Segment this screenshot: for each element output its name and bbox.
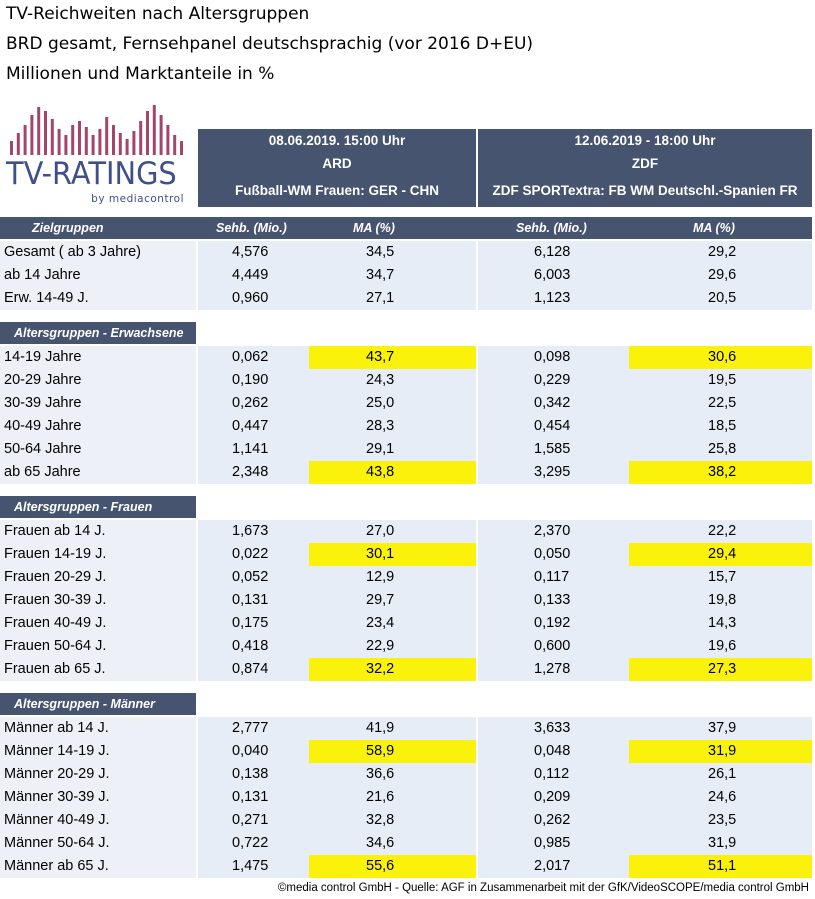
sehb-zdf-value: 0,112: [534, 766, 570, 782]
table-row: [0, 461, 815, 484]
logo-bar: [126, 139, 129, 155]
row-label: Männer 40-49 J.: [4, 812, 110, 828]
ma-ard-value: 29,1: [366, 441, 395, 457]
ma-zdf-value: 22,2: [708, 523, 737, 539]
sehb-ard-value: 0,138: [232, 766, 269, 782]
sehb-ard-value: 0,040: [232, 743, 269, 759]
table-row: [0, 740, 815, 763]
col-head-ma-ard: MA (%): [353, 221, 395, 235]
sehb-zdf-value: 0,133: [534, 592, 571, 608]
table-row: [0, 264, 815, 287]
ma-zdf-value: 29,6: [708, 267, 737, 283]
sehb-zdf-value: 0,985: [534, 835, 571, 851]
ma-zdf-value: 25,8: [708, 441, 737, 457]
ma-ard-value: 25,0: [366, 395, 395, 411]
title-line-3: Millionen und Marktanteile in %: [6, 64, 275, 84]
ma-ard-value: 30,1: [366, 546, 395, 562]
row-label: Frauen 40-49 J.: [4, 615, 107, 631]
logo-bar: [10, 141, 13, 155]
footer-source: ©media control GmbH - Quelle: AGF in Zusammenarbeit mit der GfK/VideoSCOPE/media control GmbH: [277, 882, 809, 894]
table-row: [0, 520, 815, 543]
ma-ard-value: 43,7: [366, 349, 395, 365]
table-row: [0, 369, 815, 392]
ma-ard-value: 21,6: [366, 789, 395, 805]
logo-bar: [119, 133, 122, 155]
sehb-zdf-value: 0,342: [534, 395, 571, 411]
section-header: [0, 693, 196, 715]
logo-bar: [132, 131, 135, 155]
table-row: [0, 543, 815, 566]
column-header-ard: [198, 129, 476, 207]
logo-bar: [24, 125, 27, 155]
sehb-zdf-value: 6,128: [534, 244, 571, 260]
logo-bar: [30, 115, 33, 155]
row-label: ab 65 Jahre: [4, 464, 81, 480]
sehb-ard-value: 0,722: [232, 835, 269, 851]
logo-bar: [105, 117, 108, 155]
sehb-ard-value: 0,131: [232, 789, 269, 805]
ma-zdf-value: 19,5: [708, 372, 737, 388]
sehb-zdf-value: 0,600: [534, 638, 571, 654]
section-header: [0, 496, 196, 518]
sehb-zdf-value: 0,262: [534, 812, 571, 828]
table-row: [0, 589, 815, 612]
row-label: 14-19 Jahre: [4, 349, 82, 365]
table-row: [0, 566, 815, 589]
ma-zdf-value: 37,9: [708, 720, 737, 736]
ma-zdf-value: 30,6: [708, 349, 737, 365]
logo-bar: [139, 121, 142, 155]
ma-zdf-value: 22,5: [708, 395, 737, 411]
ma-zdf-value: 29,2: [708, 244, 737, 260]
row-label: Erw. 14-49 J.: [4, 290, 89, 306]
ma-ard-value: 12,9: [366, 569, 395, 585]
sehb-zdf-value: 1,278: [534, 661, 571, 677]
sehb-ard-value: 2,348: [232, 464, 269, 480]
row-label: Männer 14-19 J.: [4, 743, 110, 759]
sehb-zdf-value: 0,192: [534, 615, 571, 631]
row-label: ab 14 Jahre: [4, 267, 81, 283]
section-title: Altersgruppen - Männer: [14, 697, 155, 711]
sehb-ard-value: 2,777: [232, 720, 269, 736]
sehb-zdf-value: 3,295: [534, 464, 571, 480]
col-head-group: Zielgruppen: [32, 221, 104, 235]
row-label: Frauen 14-19 J.: [4, 546, 107, 562]
row-label: Frauen ab 14 J.: [4, 523, 106, 539]
section-title: Altersgruppen - Erwachsene: [14, 326, 184, 340]
ma-zdf-value: 29,4: [708, 546, 737, 562]
sehb-zdf-value: 6,003: [534, 267, 571, 283]
logo-bar: [51, 119, 54, 155]
row-label: 50-64 Jahre: [4, 441, 82, 457]
sehb-ard-value: 0,447: [232, 418, 269, 434]
table-row: [0, 832, 815, 855]
ma-zdf-value: 18,5: [708, 418, 737, 434]
ma-zdf-value: 19,6: [708, 638, 737, 654]
sehb-ard-value: 0,062: [232, 349, 269, 365]
ma-zdf-value: 27,3: [708, 661, 737, 677]
sehb-zdf-value: 0,209: [534, 789, 571, 805]
column-date: 12.06.2019 - 18:00 Uhr: [574, 133, 716, 148]
sehb-zdf-value: 1,585: [534, 441, 571, 457]
sehb-ard-value: 0,262: [232, 395, 269, 411]
table-row: [0, 392, 815, 415]
logo-bar: [146, 111, 149, 155]
sehb-ard-value: 0,052: [232, 569, 269, 585]
sehb-zdf-value: 2,017: [534, 858, 571, 874]
table-row: [0, 415, 815, 438]
ma-zdf-value: 20,5: [708, 290, 737, 306]
ma-ard-value: 22,9: [366, 638, 395, 654]
ma-ard-value: 23,4: [366, 615, 395, 631]
ma-zdf-value: 23,5: [708, 812, 737, 828]
ma-zdf-value: 38,2: [708, 464, 737, 480]
ma-zdf-value: 14,3: [708, 615, 737, 631]
column-subheader-row: [0, 217, 812, 239]
ma-ard-value: 43,8: [366, 464, 395, 480]
section-title: Altersgruppen - Frauen: [14, 500, 153, 514]
ma-ard-value: 27,0: [366, 523, 395, 539]
row-label: Männer ab 14 J.: [4, 720, 109, 736]
sehb-ard-value: 0,190: [232, 372, 269, 388]
column-date: 08.06.2019. 15:00 Uhr: [268, 133, 406, 148]
ma-ard-value: 27,1: [366, 290, 395, 306]
sehb-ard-value: 0,874: [232, 661, 269, 677]
col-head-sehb-zdf: Sehb. (Mio.): [516, 221, 587, 235]
row-label: Männer 20-29 J.: [4, 766, 110, 782]
row-label: Männer ab 65 J.: [4, 858, 109, 874]
sehb-ard-value: 4,449: [232, 267, 269, 283]
table-row: [0, 809, 815, 832]
ma-zdf-value: 19,8: [708, 592, 737, 608]
col-head-sehb-ard: Sehb. (Mio.): [216, 221, 287, 235]
logo-bar: [153, 105, 156, 155]
ma-zdf-value: 15,7: [708, 569, 737, 585]
table-row: [0, 287, 815, 310]
logo-bar: [160, 115, 163, 155]
row-label: 40-49 Jahre: [4, 418, 82, 434]
ma-ard-value: 24,3: [366, 372, 395, 388]
row-label: Frauen 30-39 J.: [4, 592, 107, 608]
logo-main-text: TV-RATINGS: [6, 156, 177, 192]
logo-bar: [180, 141, 183, 155]
ma-zdf-value: 31,9: [708, 743, 737, 759]
column-program: ZDF SPORTextra: FB WM Deutschl.-Spanien FR: [492, 183, 798, 198]
logo-bar: [58, 129, 61, 155]
ma-zdf-value: 24,6: [708, 789, 737, 805]
row-label: Frauen ab 65 J.: [4, 661, 106, 677]
column-header-zdf: [478, 129, 812, 207]
row-label: 20-29 Jahre: [4, 372, 82, 388]
logo-bar: [85, 127, 88, 155]
sehb-zdf-value: 0,050: [534, 546, 571, 562]
row-label: Frauen 20-29 J.: [4, 569, 107, 585]
column-program: Fußball-WM Frauen: GER - CHN: [235, 183, 439, 198]
section-header: [0, 322, 196, 344]
table-row: [0, 612, 815, 635]
sehb-ard-value: 0,175: [232, 615, 269, 631]
ma-ard-value: 36,6: [366, 766, 395, 782]
table-row: [0, 346, 815, 369]
table-row: [0, 658, 815, 681]
col-head-ma-zdf: MA (%): [693, 221, 735, 235]
sehb-zdf-value: 0,117: [534, 569, 570, 585]
sehb-ard-value: 0,022: [232, 546, 269, 562]
table-row: [0, 786, 815, 809]
column-channel: ARD: [322, 156, 352, 171]
row-label: Männer 30-39 J.: [4, 789, 110, 805]
row-label: Männer 50-64 J.: [4, 835, 110, 851]
logo-bar: [173, 135, 176, 155]
column-channel: ZDF: [631, 156, 659, 171]
ma-zdf-value: 31,9: [708, 835, 737, 851]
logo-bar: [17, 133, 20, 155]
sehb-ard-value: 1,673: [232, 523, 269, 539]
table-row: [0, 635, 815, 658]
ma-ard-value: 32,2: [366, 661, 395, 677]
logo-bar: [71, 125, 74, 155]
sehb-zdf-value: 0,229: [534, 372, 571, 388]
logo-bar: [44, 111, 47, 155]
sehb-ard-value: 0,271: [232, 812, 269, 828]
sehb-ard-value: 1,141: [232, 441, 269, 457]
logo-bar: [78, 121, 81, 155]
table-row: [0, 763, 815, 786]
sehb-zdf-value: 2,370: [534, 523, 571, 539]
logo-bar: [112, 125, 115, 155]
logo-bar: [92, 135, 95, 155]
logo-bar: [37, 107, 40, 155]
ma-ard-value: 34,5: [366, 244, 395, 260]
sehb-zdf-value: 3,633: [534, 720, 571, 736]
sehb-zdf-value: 0,454: [534, 418, 571, 434]
table-row: [0, 717, 815, 740]
ma-ard-value: 32,8: [366, 812, 395, 828]
sehb-ard-value: 1,475: [232, 858, 269, 874]
row-label: Frauen 50-64 J.: [4, 638, 107, 654]
ma-ard-value: 28,3: [366, 418, 395, 434]
logo-bar: [64, 135, 67, 155]
sehb-zdf-value: 1,123: [534, 290, 571, 306]
table-row: [0, 438, 815, 461]
ma-ard-value: 34,6: [366, 835, 395, 851]
ma-ard-value: 58,9: [366, 743, 395, 759]
table-row: [0, 855, 815, 878]
title-line-2: BRD gesamt, Fernsehpanel deutschsprachig (vor 2016 D+EU): [6, 34, 534, 54]
sehb-zdf-value: 0,098: [534, 349, 571, 365]
sehb-ard-value: 4,576: [232, 244, 269, 260]
row-label: 30-39 Jahre: [4, 395, 82, 411]
sehb-ard-value: 0,960: [232, 290, 269, 306]
title-line-1: TV-Reichweiten nach Altersgruppen: [6, 4, 310, 24]
sehb-ard-value: 0,131: [232, 592, 269, 608]
ma-zdf-value: 26,1: [708, 766, 737, 782]
sehb-zdf-value: 0,048: [534, 743, 571, 759]
tv-ratings-logo: [4, 105, 190, 209]
sehb-ard-value: 0,418: [232, 638, 269, 654]
logo-bar: [166, 125, 169, 155]
logo-bar: [98, 129, 101, 155]
ma-zdf-value: 51,1: [708, 858, 737, 874]
table-row: [0, 241, 815, 264]
ma-ard-value: 34,7: [366, 267, 395, 283]
row-label: Gesamt ( ab 3 Jahre): [4, 244, 141, 260]
ma-ard-value: 41,9: [366, 720, 395, 736]
logo-sub-text: by mediacontrol: [91, 193, 184, 205]
ma-ard-value: 55,6: [366, 858, 395, 874]
ma-ard-value: 29,7: [366, 592, 395, 608]
